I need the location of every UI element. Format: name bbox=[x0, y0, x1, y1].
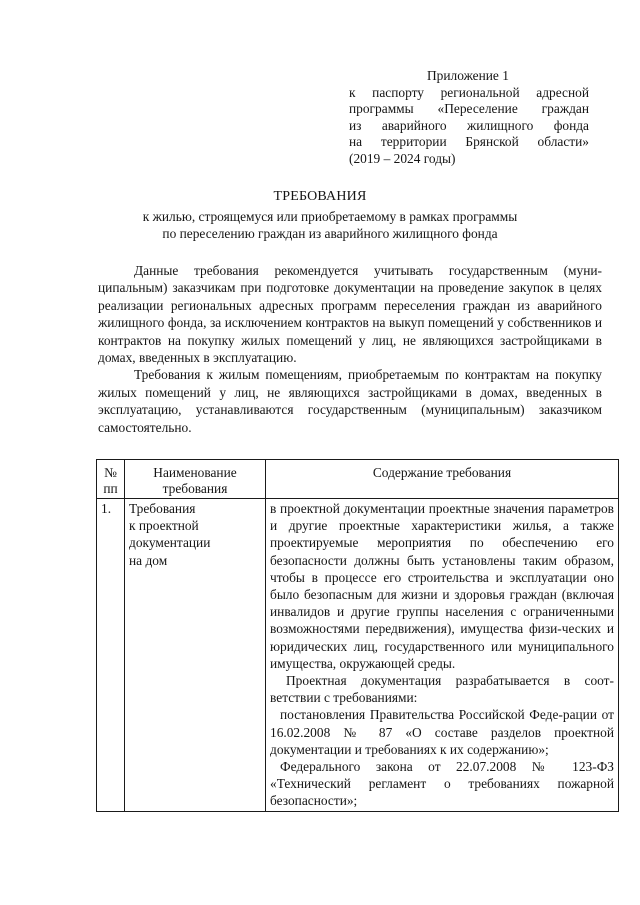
intro-text bbox=[98, 262, 602, 436]
row-requirement-name bbox=[125, 499, 266, 812]
content-paragraph: Проектная документация разрабатывается в соот-ветствии с требованиями: bbox=[270, 673, 614, 706]
subtitle-line: к жилью, строящемуся или приобретаемому в рамках программы bbox=[142, 209, 518, 224]
requirement-name-line: документации bbox=[129, 535, 211, 551]
table-row bbox=[97, 499, 619, 812]
requirement-name-line: к проектной bbox=[129, 518, 199, 534]
header-name-line: Наименование bbox=[153, 465, 237, 480]
header-name-line: требования bbox=[162, 481, 228, 496]
row-number: 1. bbox=[97, 499, 125, 812]
content-paragraph: постановления Правительства Российской Феде-рации от 16.02.2008 № 87 «О составе разделов проектной документации и требованиях к их содержанию»; bbox=[270, 707, 614, 757]
row-requirement-content bbox=[266, 499, 619, 812]
intro-paragraph: Данные требования рекомендуется учитывать государственным (муни-ципальным) заказчикам при подготовке документации на проведение закупок в целях реализации региональных адресных программ переселения граждан из аварийного жилищного фонда, за исключением контрактов на выкуп помещений у собственников и контрактов на покупку жилых помещений у лиц, не являющихся застройщиками в домах, введенных в эксплуатацию. bbox=[98, 263, 602, 366]
header-number bbox=[97, 460, 125, 499]
appendix-header bbox=[349, 68, 589, 167]
content-paragraph: в проектной документации проектные значения параметров и другие проектные характеристики жилья, а также проектируемые мероприятия по обеспечению его безопасности должны быть установлены таким образом, чтобы в процессе его строительства и эксплуатации оно было безопасным для жизни и здоровья граждан (включая инвалидов и другие группы населения с ограниченными возможностями передвижения), имущества физи-ческих и юридических лиц, государственного или муниципального имущества, окружающей среды. bbox=[270, 501, 614, 671]
document-subtitle bbox=[100, 209, 560, 242]
appendix-line: из аварийного жилищного фонда bbox=[349, 117, 589, 133]
requirements-table bbox=[96, 459, 619, 812]
table-header-row bbox=[97, 460, 619, 499]
appendix-line: на территории Брянской области» bbox=[349, 134, 589, 149]
appendix-title: Приложение 1 bbox=[427, 68, 509, 83]
document-title: ТРЕБОВАНИЯ bbox=[273, 189, 367, 204]
header-content-label: Содержание требования bbox=[372, 465, 512, 480]
appendix-line: программы «Переселение граждан bbox=[349, 101, 589, 116]
subtitle-line: по переселению граждан из аварийного жилищного фонда bbox=[162, 225, 498, 241]
requirement-name-line: Требования bbox=[129, 501, 196, 516]
content-paragraph: Федерального закона от 22.07.2008 № 123-ФЗ «Технический регламент о требованиях пожарной безопасности»; bbox=[270, 759, 614, 809]
header-number-line: № bbox=[104, 465, 117, 480]
header-requirement-content bbox=[266, 460, 619, 499]
appendix-line: (2019 – 2024 годы) bbox=[349, 150, 456, 166]
requirement-name-line: на дом bbox=[129, 552, 168, 568]
header-number-line: пп bbox=[103, 481, 118, 496]
intro-paragraph: Требования к жилым помещениям, приобретаемым по контрактам на покупку жилых помещений у лиц, не являющихся застройщиками в домах, введенных в эксплуатацию, устанавливаются государственным (муниципальным) заказчиком самостоятельно. bbox=[98, 367, 602, 435]
appendix-line: к паспорту региональной адресной bbox=[349, 84, 589, 100]
header-requirement-name bbox=[125, 460, 266, 499]
